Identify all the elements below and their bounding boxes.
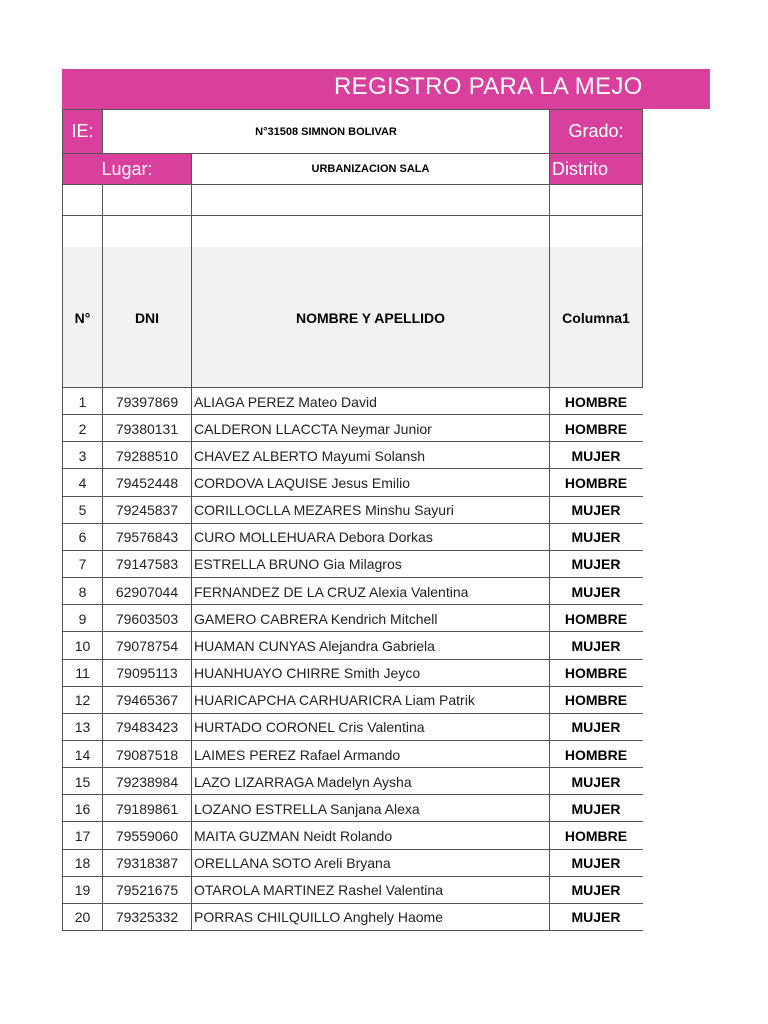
lugar-value-cell bbox=[191, 153, 550, 185]
row-name: FERNANDEZ DE LA CRUZ Alexia Valentina bbox=[194, 583, 469, 600]
grid-line bbox=[549, 215, 550, 247]
row-number: 1 bbox=[78, 393, 87, 410]
row-name: HURTADO CORONEL Cris Valentina bbox=[194, 719, 425, 736]
row-number: 17 bbox=[74, 827, 91, 844]
row-name: CHAVEZ ALBERTO Mayumi Solansh bbox=[194, 447, 426, 464]
row-name: CORDOVA LAQUISE Jesus Emilio bbox=[194, 475, 411, 491]
row-sex: HOMBRE bbox=[564, 610, 628, 627]
col-header-dni: DNI bbox=[103, 247, 191, 388]
row-name: ALIAGA PEREZ Mateo David bbox=[194, 393, 377, 410]
row-separator bbox=[102, 215, 643, 216]
row-sex: MUJER bbox=[571, 502, 621, 519]
row-name: GAMERO CABRERA Kendrich Mitchell bbox=[194, 610, 438, 627]
row-dni: 79483423 bbox=[115, 719, 179, 736]
row-number: 9 bbox=[78, 610, 87, 627]
row-dni: 79452448 bbox=[115, 475, 179, 491]
row-number: 16 bbox=[74, 800, 91, 817]
row-dni: 79559060 bbox=[115, 827, 179, 844]
row-name: HUARICAPCHA CARHUARICRA Liam Patrik bbox=[194, 692, 475, 709]
row-dni: 79465367 bbox=[115, 692, 179, 709]
row-name: HUANHUAYO CHIRRE Smith Jeyco bbox=[194, 665, 421, 682]
row-number: 12 bbox=[74, 692, 91, 709]
grado-label-cell bbox=[549, 109, 643, 154]
row-name: LAIMES PEREZ Rafael Armando bbox=[194, 746, 401, 763]
row-number: 13 bbox=[74, 719, 91, 736]
row-name: MAITA GUZMAN Neidt Rolando bbox=[194, 827, 393, 844]
row-sex: MUJER bbox=[571, 583, 621, 600]
row-number: 18 bbox=[74, 855, 91, 872]
row-dni: 79397869 bbox=[115, 393, 179, 410]
column-gridline bbox=[549, 247, 550, 931]
row-dni: 79238984 bbox=[115, 773, 179, 790]
row-name: ORELLANA SOTO Areli Bryana bbox=[194, 855, 391, 872]
row-dni: 79189861 bbox=[115, 800, 179, 817]
row-number: 3 bbox=[78, 447, 87, 464]
ie-label: IE: bbox=[71, 121, 94, 141]
row-name: PORRAS CHILQUILLO Anghely Haome bbox=[194, 909, 443, 926]
row-sex: HOMBRE bbox=[564, 393, 628, 410]
row-divider bbox=[62, 930, 643, 931]
row-sex: MUJER bbox=[571, 909, 621, 926]
grid-line bbox=[642, 247, 643, 388]
ie-label-cell bbox=[62, 109, 103, 154]
row-dni: 79603503 bbox=[115, 610, 179, 627]
grado-label: Grado: bbox=[568, 121, 624, 141]
row-sex: MUJER bbox=[571, 529, 621, 546]
row-sex: MUJER bbox=[571, 719, 621, 736]
grid-line bbox=[642, 215, 643, 247]
row-sex: HOMBRE bbox=[564, 746, 628, 763]
row-dni: 79095113 bbox=[116, 665, 178, 682]
row-sex: MUJER bbox=[571, 556, 621, 573]
col-header-n: N° bbox=[62, 247, 103, 388]
row-number: 15 bbox=[74, 773, 91, 790]
col-header-columna1: Columna1 bbox=[550, 247, 642, 388]
row-sex: HOMBRE bbox=[564, 827, 628, 844]
row-name: LOZANO ESTRELLA Sanjana Alexa bbox=[194, 800, 420, 817]
row-dni: 62907044 bbox=[115, 583, 179, 600]
row-dni: 79288510 bbox=[115, 447, 179, 464]
row-dni: 79576843 bbox=[115, 529, 179, 546]
row-number: 8 bbox=[78, 583, 87, 600]
row-dni: 79318387 bbox=[115, 855, 179, 872]
grid-line bbox=[191, 215, 192, 247]
col-header-name: NOMBRE Y APELLIDO bbox=[192, 247, 549, 388]
row-sex: HOMBRE bbox=[564, 665, 628, 682]
row-dni: 79078754 bbox=[115, 637, 179, 654]
column-gridline bbox=[102, 247, 103, 931]
row-dni: 79521675 bbox=[115, 882, 179, 899]
distrito-label-cell bbox=[549, 153, 643, 185]
row-sex: MUJER bbox=[571, 773, 621, 790]
row-name: CORILLOCLLA MEZARES Minshu Sayuri bbox=[194, 502, 454, 519]
row-dni: 79147583 bbox=[115, 556, 179, 573]
row-number: 6 bbox=[78, 529, 87, 546]
row-sex: HOMBRE bbox=[564, 692, 628, 709]
row-dni: 79380131 bbox=[115, 420, 179, 437]
grid-line bbox=[62, 215, 63, 247]
row-name: OTAROLA MARTINEZ Rashel Valentina bbox=[194, 882, 443, 899]
row-sex: MUJER bbox=[571, 447, 621, 464]
row-number: 2 bbox=[78, 420, 87, 437]
row-number: 4 bbox=[78, 475, 87, 491]
title-wrap bbox=[62, 69, 710, 109]
row-name: CURO MOLLEHUARA Debora Dorkas bbox=[194, 529, 433, 546]
distrito-label: Distrito bbox=[552, 158, 609, 179]
row-name: ESTRELLA BRUNO Gia Milagros bbox=[194, 556, 402, 573]
row-name: HUAMAN CUNYAS Alejandra Gabriela bbox=[194, 637, 435, 654]
row-sex: MUJER bbox=[571, 800, 621, 817]
row-sex: MUJER bbox=[571, 882, 621, 899]
row-number: 14 bbox=[74, 746, 91, 763]
blank-cell bbox=[191, 184, 550, 216]
blank-cell bbox=[102, 184, 192, 216]
row-dni: 79245837 bbox=[115, 502, 179, 519]
lugar-label: Lugar: bbox=[101, 158, 153, 179]
row-number: 19 bbox=[74, 882, 91, 899]
row-number: 20 bbox=[74, 909, 91, 926]
row-number: 11 bbox=[75, 665, 90, 682]
column-gridline bbox=[191, 247, 192, 931]
grid-line bbox=[102, 215, 103, 247]
row-name: LAZO LIZARRAGA Madelyn Aysha bbox=[194, 773, 412, 790]
lugar-value: URBANIZACION SALA bbox=[311, 163, 430, 175]
lugar-label-cell bbox=[62, 153, 192, 185]
row-dni: 79087518 bbox=[115, 746, 179, 763]
row-number: 7 bbox=[78, 556, 87, 573]
row-dni: 79325332 bbox=[115, 909, 179, 926]
row-sex: HOMBRE bbox=[564, 475, 628, 491]
column-gridline bbox=[62, 247, 63, 931]
ie-value-cell bbox=[102, 109, 550, 154]
row-sex: MUJER bbox=[571, 855, 621, 872]
row-number: 10 bbox=[74, 637, 91, 654]
blank-cell bbox=[549, 184, 643, 216]
row-number: 5 bbox=[78, 502, 87, 519]
row-sex: MUJER bbox=[571, 637, 621, 654]
blank-cell bbox=[62, 184, 103, 216]
row-sex: HOMBRE bbox=[564, 420, 628, 437]
row-name: CALDERON LLACCTA Neymar Junior bbox=[194, 420, 432, 437]
ie-value: N°31508 SIMNON BOLIVAR bbox=[255, 125, 397, 138]
page-title: REGISTRO PARA LA MEJO bbox=[334, 73, 643, 100]
